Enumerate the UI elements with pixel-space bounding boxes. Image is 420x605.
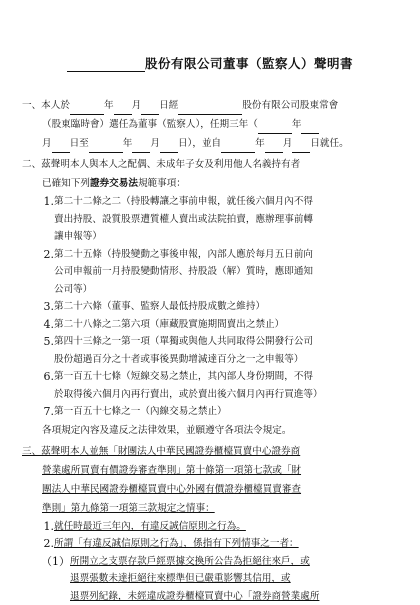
item-number: 3. <box>22 298 54 316</box>
onboard-month-blank[interactable] <box>265 141 283 153</box>
item-number: 5. <box>22 333 54 351</box>
otc-rules-line-4: 準則」第九條第一項第三款規定之情事： <box>22 499 398 518</box>
item-number: 2. <box>22 246 54 264</box>
company-name-blank[interactable] <box>67 57 145 72</box>
term-end-day-blank[interactable] <box>160 141 178 153</box>
item-text: 第一百五十七條（短線交易之禁止，其內部人身份期間，不得 <box>54 368 398 386</box>
securities-act-tail: 各項規定內容及違反之法律效果，並願遵守各項法令規定。 <box>22 421 398 440</box>
otc-rules-line-2: 營業處所買賣有價證券審查準則」第十條第一項第七款或「財 <box>22 461 398 480</box>
term-start-month-blank[interactable] <box>301 122 319 134</box>
term-end-year-blank[interactable] <box>89 141 123 153</box>
term-start-year-blank[interactable] <box>258 122 292 134</box>
appointment-line-2: （股東臨時會）選任為董事（監察人），任期三年（ 年 <box>22 115 398 134</box>
securities-act-items <box>22 193 398 421</box>
securities-act-item <box>22 298 398 316</box>
securities-act-item <box>22 316 398 334</box>
securities-act-intro: 已確知下列證券交易法規範事項： <box>22 174 398 193</box>
otc-item-2-1: （1） 所開立之支票存款戶經票據交換所公告為拒絕往來戶，或 <box>22 553 398 571</box>
item-number: 4. <box>22 316 54 334</box>
item-text: 第二十六條（董事、監察人最低持股成數之維持） <box>54 298 398 316</box>
appointment-line-3: 月 日至 年 月 日），並自 年 月 日就任。 <box>22 134 398 153</box>
section-appointment <box>22 96 398 153</box>
otc-item-2-1-cont-2: 退票列紀錄，未經違成證券櫃檯買賣中心「證券商營業處所 <box>22 588 398 605</box>
item-continuation: 讓申報等） <box>22 228 398 246</box>
item-text: 第二十八條之二第六項（庫藏股實施期間賣出之禁止） <box>54 316 398 334</box>
appointment-line-1: 一、本人於 年 月 日經 股份有限公司股東常會 <box>22 96 398 115</box>
otc-rules-line-3: 團法人中華民國證券櫃檯買賣中心外國有價證券櫃檯買賣審查 <box>22 480 398 499</box>
securities-act-item <box>22 403 398 421</box>
securities-act-heading: 二、茲聲明本人與本人之配偶、未成年子女及利用他人名義持有者 <box>22 155 398 174</box>
item-number: 1. <box>22 193 54 211</box>
otc-rules-line-1: 三、茲聲明本人並無「財團法人中華民國證券櫃檯買賣中心證券商 <box>22 442 398 461</box>
appointed-month-blank[interactable] <box>114 103 132 115</box>
onboard-day-blank[interactable] <box>292 141 310 153</box>
item-continuation: 公司等） <box>22 281 398 299</box>
term-start-day-blank[interactable] <box>52 141 70 153</box>
item-continuation: 於取得後六個月內再行賣出，或於賣出後六個月內再行買進等） <box>22 386 398 404</box>
securities-act-item <box>22 193 398 211</box>
securities-act-item <box>22 368 398 386</box>
company-blank[interactable] <box>178 103 242 115</box>
item-text: 第二十二條之二（持股轉讓之事前申報，就任後六個月內不得 <box>54 193 398 211</box>
document-title: 股份有限公司董事（監察人）聲明書 <box>22 54 398 72</box>
section-otc-rules <box>22 442 398 605</box>
onboard-year-blank[interactable] <box>221 141 255 153</box>
item-continuation: 賣出持股、設質股票遭質權人賣出或法院拍賣，應辦理事前轉 <box>22 211 398 229</box>
section-securities-act <box>22 155 398 440</box>
item-continuation: 股份超過百分之十者或事後異動增減達百分之一之申報等） <box>22 351 398 369</box>
item-text: 第二十五條（持股變動之事後申報，內部人應於每月五日前向 <box>54 246 398 264</box>
item-number: 6. <box>22 368 54 386</box>
item-number: 7. <box>22 403 54 421</box>
appointed-year-blank[interactable] <box>70 103 104 115</box>
appointed-day-blank[interactable] <box>141 103 159 115</box>
securities-act-item <box>22 246 398 264</box>
securities-act-item <box>22 333 398 351</box>
item-text: 第一百五十七條之一（內線交易之禁止） <box>54 403 398 421</box>
otc-item-2-1-cont-1: 退票張數未達拒絕往來標準但已嚴重影響其信用，或 <box>22 570 398 588</box>
term-end-month-blank[interactable] <box>132 141 150 153</box>
securities-act-name: 證券交易法 <box>90 178 138 189</box>
item-continuation: 公司申報前一月持股變動情形、持股設（解）質時，應即通知 <box>22 263 398 281</box>
otc-item-2: 2. 所謂「有違反誠信原則之行為」，係指有下列情事之一者： <box>22 535 398 553</box>
otc-item-1: 1. 就任時最近三年內，有違反誠信原則之行為。 <box>22 518 398 536</box>
item-text: 第四十三條之一第一項（單獨或與他人共同取得公開發行公司 <box>54 333 398 351</box>
